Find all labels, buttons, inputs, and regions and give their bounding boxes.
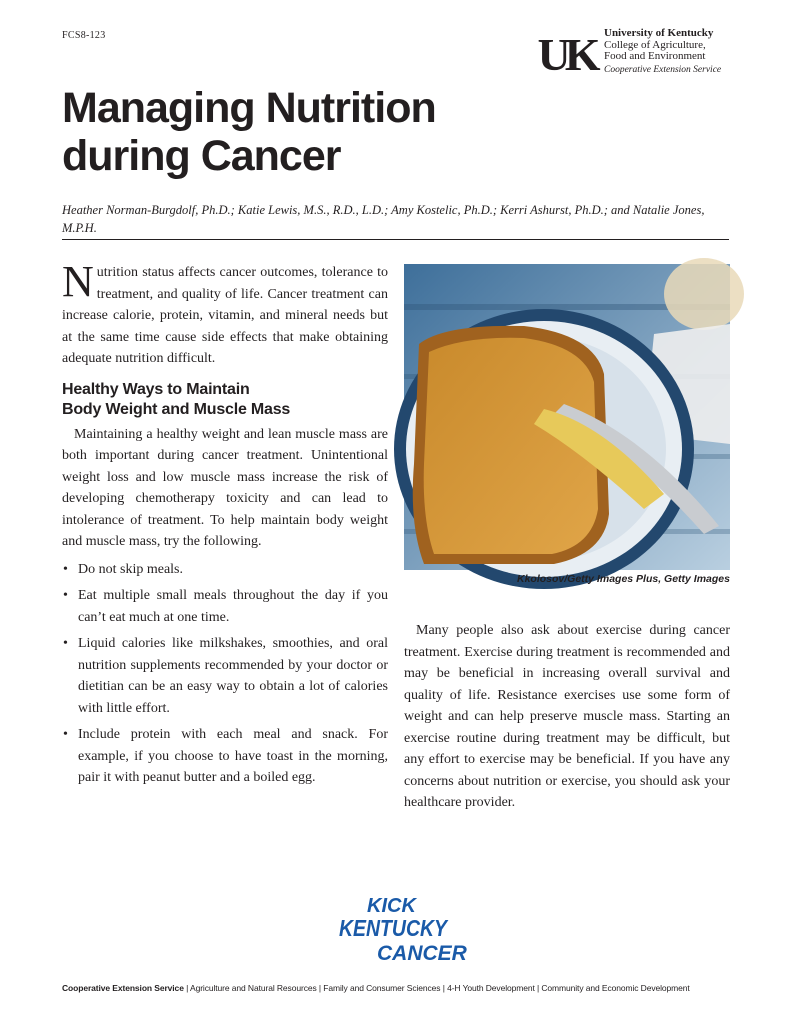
right-column <box>404 620 730 814</box>
tips-list <box>62 559 388 789</box>
uk-header-block <box>536 28 736 80</box>
section-heading-line-1: Healthy Ways to Maintain <box>62 380 250 398</box>
kick-logo-line-3: CANCER <box>377 942 467 965</box>
left-column <box>62 257 388 794</box>
title-line-1: Managing Nutrition <box>62 84 436 132</box>
list-item: • Liquid calories like milkshakes, smoothies, and oral nutrition supplements recommended by your doctor or dietitian can be an easy way to obtain a lot of calories with little effort. <box>62 633 388 719</box>
title-line-2: during Cancer <box>62 132 341 180</box>
authors: Heather Norman-Burgdolf, Ph.D.; Katie Lewis, M.S., R.D., L.D.; Amy Kostelic, Ph.D.; Kerri Ashurst, Ph.D.; and Natalie Jones, M.P.H. <box>62 203 705 235</box>
kick-logo-line-1: KICK <box>367 895 416 917</box>
footer <box>62 983 742 993</box>
college-line-1: College of Agriculture, <box>604 38 706 51</box>
section-heading-line-2: Body Weight and Muscle Mass <box>62 400 291 418</box>
university-name: University of Kentucky <box>604 27 714 39</box>
kick-logo-line-2: KENTUCKY <box>339 915 450 941</box>
uk-logo-text: UK <box>537 29 595 80</box>
document-code: FCS8-123 <box>62 30 106 41</box>
photo-credit: Kkolosov/Getty Images Plus, Getty Images <box>517 573 730 585</box>
intro-text: utrition status affects cancer outcomes, tolerance to treatment, and quality of life. Cancer treatment can increase calorie, protein, vitamin, and mineral needs but at the same time cause side effects that make obtaining adequate nutrition difficult. <box>62 265 388 366</box>
uk-logo <box>536 29 596 80</box>
page-title <box>62 84 582 180</box>
list-item: • Include protein with each meal and snack. For example, if you choose to have toast in the morning, pair it with peanut butter and a boiled egg. <box>62 724 388 789</box>
kick-kentucky-cancer-logo <box>337 892 467 965</box>
section-paragraph: Maintaining a healthy weight and lean muscle mass are both important during cancer treatment. Unintentional weight loss and low muscle mass increase the risk of developing chemotherapy toxicity and can lead to intolerance of treatment. To help maintain body weight and muscle mass, try the following. <box>62 426 388 549</box>
drop-cap: N <box>62 257 94 306</box>
list-item: • Do not skip meals. <box>62 559 388 581</box>
intro-paragraph <box>62 257 388 370</box>
peanut-butter-toast-photo <box>404 264 730 570</box>
section-heading <box>62 380 388 420</box>
footer-service: Cooperative Extension Service <box>62 983 184 993</box>
exercise-paragraph: Many people also ask about exercise during cancer treatment. Exercise during treatment is recommended and may be beneficial in increasing overall survival and quality of life. Resistance exercises use some form of weight and can help preserve muscle mass. Starting an exercise routine during treatment may be difficult, but any effort to exercise may be beneficial. If you have any concerns about nutrition or exercise, you should ask your healthcare provider. <box>404 623 730 810</box>
college-line-2: Food and Environment <box>604 50 706 62</box>
photo-illustration <box>404 264 730 570</box>
title-rule <box>62 239 729 240</box>
uk-affiliation <box>604 28 721 76</box>
extension-service: Cooperative Extension Service <box>604 64 722 75</box>
list-item: • Eat multiple small meals throughout the day if you can’t eat much at one time. <box>62 585 388 628</box>
footer-programs: | Agriculture and Natural Resources | Family and Consumer Sciences | 4-H Youth Development | Community and Economic Development <box>186 983 690 993</box>
